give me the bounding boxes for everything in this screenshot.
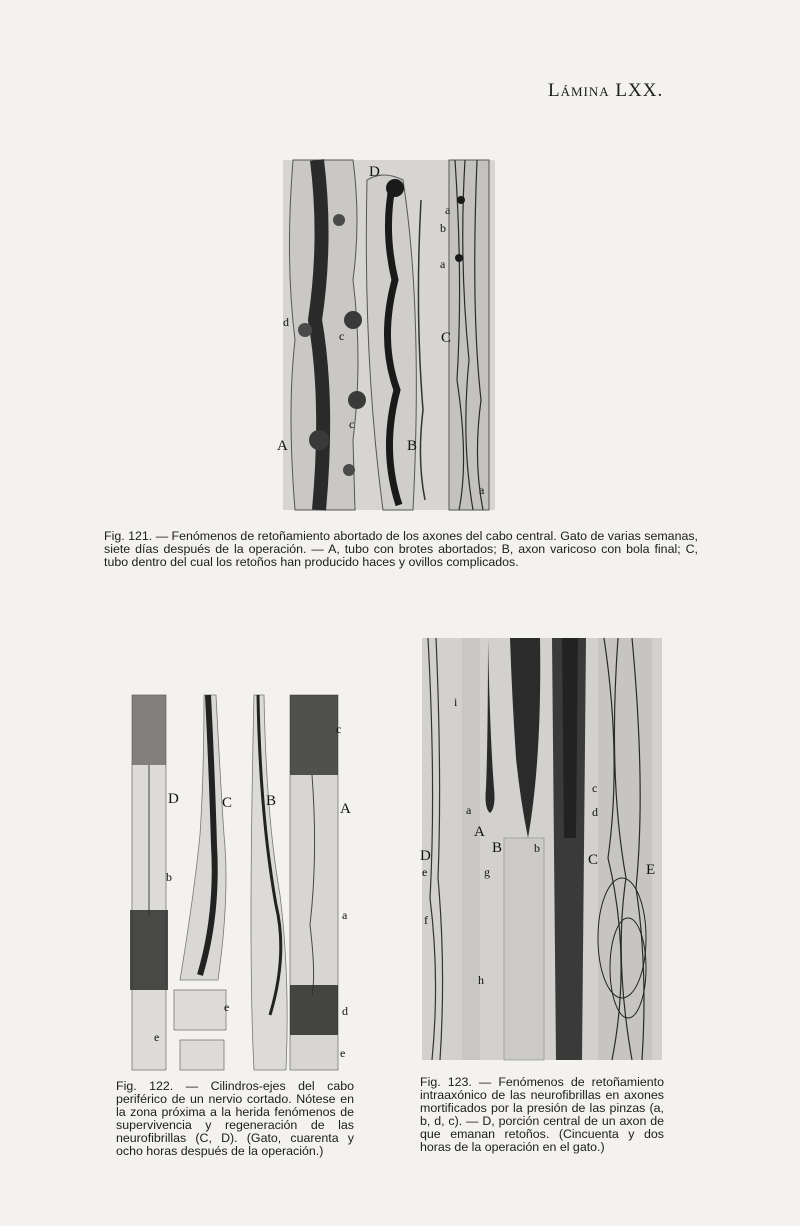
fig123-label-A: A — [474, 824, 485, 840]
fig123-label-f: f — [424, 913, 428, 927]
fig121-label-a1: a — [445, 203, 451, 217]
fig123-label-c: c — [592, 781, 598, 795]
fig122-label-C: C — [222, 795, 233, 811]
figure-121-illustration — [277, 160, 495, 510]
fig121-label-C: C — [441, 330, 452, 346]
figure-123-caption: Fig. 123. — Fenómenos de retoñamiento intraaxónico de las neurofibrillas en axones mortificados por la presión de las pinzas (a, b, d, c). — D, porción central de un axon de que emanan retoños. (Cincuenta y dos horas de la operación en el gato.) — [420, 1075, 664, 1154]
fig121-label-d: d — [283, 315, 289, 329]
fig123-label-a: a — [466, 803, 472, 817]
fig121-label-b: b — [440, 221, 446, 235]
figure-122-caption: Fig. 122. — Cilindros-ejes del cabo periférico de un nervio cortado. Nótese en la zona próxima a la herida fenómenos de supervivencia y regeneración de las neurofibrillas (C, D). (Gato, cuarenta y ocho horas después de la operación.) — [116, 1079, 354, 1158]
fig122-label-a: a — [342, 908, 348, 922]
fig121-label-A: A — [277, 438, 288, 454]
fig123-label-D: D — [420, 848, 431, 864]
fig122-label-e3: e — [340, 1046, 346, 1060]
figure-121-caption: Fig. 121. — Fenómenos de retoñamiento abortado de los axones del cabo central. Gato de varias semanas, siete días después de la operación. — A, tubo con brotes abortados; B, axon varicoso con bola final; C, tubo dentro del cual los retoños han producido haces y ovillos complicados. — [104, 529, 698, 569]
plate-title: Lámina LXX. — [548, 80, 664, 101]
fig121-label-c1: c — [339, 329, 345, 343]
fig122-label-d: d — [342, 1004, 348, 1018]
fig123-label-e: e — [422, 865, 428, 879]
fig122-label-c: c — [336, 722, 342, 736]
fig123-label-i: i — [454, 695, 458, 709]
fig122-label-D: D — [168, 791, 179, 807]
fig123-label-d: d — [592, 805, 598, 819]
figure-123-illustration — [422, 638, 662, 1060]
fig123-label-g: g — [484, 865, 490, 879]
fig121-label-B: B — [407, 438, 418, 454]
fig122-label-b: b — [166, 870, 172, 884]
fig123-label-b: b — [534, 841, 540, 855]
figure-122-illustration — [120, 695, 350, 1070]
fig122-label-e1: e — [154, 1030, 160, 1044]
fig123-label-B: B — [492, 840, 503, 856]
fig121-label-D: D — [369, 164, 380, 180]
fig121-label-a2: a — [440, 257, 446, 271]
fig121-label-c2: c — [349, 417, 355, 431]
fig123-label-E: E — [646, 862, 656, 878]
fig123-label-C: C — [588, 852, 599, 868]
fig121-label-a3: a — [479, 483, 485, 497]
fig122-label-A: A — [340, 801, 351, 817]
fig123-label-h: h — [478, 973, 484, 987]
fig122-label-e2: e — [224, 1000, 230, 1014]
fig122-label-B: B — [266, 793, 277, 809]
